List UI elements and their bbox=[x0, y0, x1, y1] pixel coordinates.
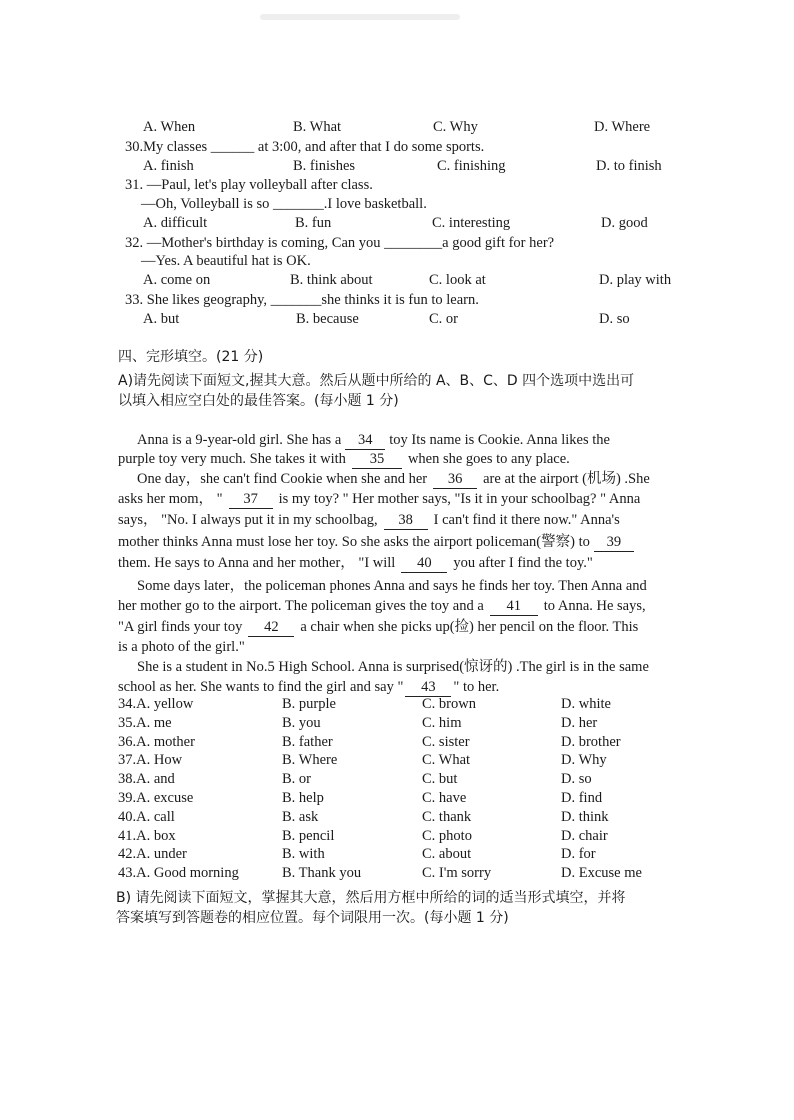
q31-stem: 31. —Paul, let's play volleyball after class. bbox=[125, 177, 373, 193]
option-c: C. Why bbox=[433, 119, 478, 135]
option-b: B. with bbox=[282, 846, 325, 863]
option-b: B. because bbox=[296, 311, 359, 327]
option-a: 39.A. excuse bbox=[118, 790, 194, 806]
option-c: C. finishing bbox=[437, 158, 506, 174]
option-b: B. What bbox=[293, 119, 342, 135]
passage-line: asks her mom， " 37 is my toy? " Her mother says, "Is it in your schoolbag? " Anna bbox=[118, 491, 641, 507]
option-a: A. difficult bbox=[143, 215, 208, 231]
option-d: D. her bbox=[561, 714, 598, 731]
passage-line: them. He says to Anna and her mother， "I will 40 you after I find the toy." bbox=[118, 555, 593, 571]
blank-41[interactable]: 41 bbox=[490, 597, 538, 616]
option-b: B. purple bbox=[282, 696, 336, 712]
blank-34[interactable]: 34 bbox=[345, 431, 385, 450]
option-a: A. come on bbox=[143, 272, 211, 288]
option-a: 42.A. under bbox=[118, 846, 187, 863]
option-row bbox=[0, 845, 794, 863]
blank-39[interactable]: 39 bbox=[594, 533, 634, 552]
q32-stem: 32. —Mother's birthday is coming, Can you ________a good gift for her? bbox=[125, 235, 555, 251]
option-b: B. ask bbox=[282, 808, 319, 825]
scan-smudge bbox=[260, 14, 460, 20]
option-a: 36.A. mother bbox=[118, 733, 195, 750]
option-a: 41.A. box bbox=[118, 827, 176, 844]
part-a-instructions-1: A)请先阅读下面短文,握其大意。然后从题中所给的 A、B、C、D 四个选项中选出可 bbox=[118, 373, 635, 389]
option-b: B. finishes bbox=[293, 158, 356, 174]
passage-line: her mother go to the airport. The policeman gives the toy and a 41 to Anna. He says, bbox=[118, 598, 646, 614]
option-d: D. Where bbox=[594, 119, 651, 135]
option-b: B. father bbox=[282, 733, 333, 750]
option-c: C. interesting bbox=[432, 215, 511, 231]
option-a: A. finish bbox=[143, 158, 194, 174]
blank-40[interactable]: 40 bbox=[401, 554, 447, 573]
passage-line: mother thinks Anna must lose her toy. So she asks the airport policeman(警察) to 39 bbox=[118, 533, 638, 552]
option-c: C. have bbox=[422, 790, 467, 806]
passage-line: One day，she can't find Cookie when she and her 36 are at the airport (机场) .She bbox=[137, 471, 650, 487]
option-a: 37.A. How bbox=[118, 752, 183, 769]
option-d: D. chair bbox=[561, 827, 608, 844]
q30-options bbox=[0, 157, 794, 175]
option-c: C. sister bbox=[422, 733, 470, 750]
q32-stem2: —Yes. A beautiful hat is OK. bbox=[141, 253, 311, 269]
section-title: 四、完形填空。(21 分) bbox=[118, 349, 264, 365]
option-row bbox=[0, 827, 794, 845]
option-a: 34.A. yellow bbox=[118, 696, 194, 712]
q32-options bbox=[0, 271, 794, 289]
option-row bbox=[0, 751, 794, 769]
q31-options bbox=[0, 214, 794, 232]
blank-38[interactable]: 38 bbox=[384, 511, 428, 530]
part-a-instructions-2: 以填入相应空白处的最佳答案。(每小题 1 分) bbox=[118, 393, 399, 409]
option-d: D. good bbox=[601, 215, 648, 231]
option-c: C. What bbox=[422, 752, 471, 769]
option-row bbox=[0, 733, 794, 751]
option-c: C. thank bbox=[422, 808, 472, 825]
option-b: B. Thank you bbox=[282, 865, 362, 882]
option-c: C. look at bbox=[429, 272, 486, 288]
passage-line: purple toy very much. She takes it with 35 when she goes to any place. bbox=[118, 451, 570, 467]
option-a: 35.A. me bbox=[118, 714, 172, 731]
part-b-instructions-1: B) 请先阅读下面短文，掌握其大意，然后用方框中所给的词的适当形式填空，并将 bbox=[116, 890, 626, 906]
option-b: B. fun bbox=[295, 215, 332, 231]
option-d: D. Excuse me bbox=[561, 865, 642, 882]
option-a: 43.A. Good morning bbox=[118, 865, 239, 882]
option-b: B. or bbox=[282, 771, 311, 788]
option-c: C. about bbox=[422, 846, 472, 863]
option-row bbox=[0, 695, 794, 713]
q33-stem: 33. She likes geography, _______she thinks it is fun to learn. bbox=[125, 292, 479, 308]
option-d: D. brother bbox=[561, 733, 621, 750]
option-row bbox=[0, 808, 794, 826]
prev-question-options bbox=[0, 118, 794, 136]
passage-line: school as her. She wants to find the girl and say " 43 " to her. bbox=[118, 679, 500, 695]
blank-35[interactable]: 35 bbox=[352, 450, 402, 469]
option-b: B. pencil bbox=[282, 827, 335, 844]
option-c: C. him bbox=[422, 714, 462, 731]
q30-stem: 30.My classes ______ at 3:00, and after that I do some sports. bbox=[125, 139, 485, 155]
blank-43[interactable]: 43 bbox=[405, 678, 451, 697]
option-row bbox=[0, 714, 794, 732]
option-d: D. play with bbox=[599, 272, 672, 288]
option-d: D. so bbox=[561, 771, 592, 788]
passage-line: Anna is a 9-year-old girl. She has a 34 toy Its name is Cookie. Anna likes the bbox=[137, 432, 610, 448]
option-a: A. When bbox=[143, 119, 196, 135]
option-b: B. Where bbox=[282, 752, 338, 769]
part-b-instructions-2: 答案填写到答题卷的相应位置。每个词限用一次。(每小题 1 分) bbox=[116, 910, 509, 926]
option-a: 40.A. call bbox=[118, 808, 175, 825]
option-d: D. Why bbox=[561, 752, 607, 769]
option-d: D. think bbox=[561, 808, 609, 825]
q31-stem2: —Oh, Volleyball is so _______.I love basketball. bbox=[141, 196, 427, 212]
blank-42[interactable]: 42 bbox=[248, 618, 294, 637]
option-d: D. white bbox=[561, 696, 611, 712]
passage-line: "A girl finds your toy 42 a chair when she picks up(捡) her pencil on the floor. This bbox=[118, 619, 639, 635]
q33-options bbox=[0, 310, 794, 328]
passage-line: She is a student in No.5 High School. Anna is surprised(惊讶的) .The girl is in the same bbox=[137, 659, 649, 675]
option-b: B. you bbox=[282, 714, 321, 731]
passage-line: Some days later，the policeman phones Anna and says he finds her toy. Then Anna and bbox=[137, 578, 647, 594]
blank-36[interactable]: 36 bbox=[433, 470, 477, 489]
option-a: 38.A. and bbox=[118, 771, 175, 788]
option-a: A. but bbox=[143, 311, 180, 327]
option-d: D. so bbox=[599, 311, 630, 327]
option-c: C. brown bbox=[422, 696, 476, 712]
option-d: D. to finish bbox=[596, 158, 662, 174]
option-c: C. or bbox=[429, 311, 458, 327]
option-c: C. I'm sorry bbox=[422, 865, 492, 882]
option-d: D. find bbox=[561, 790, 603, 806]
option-b: B. think about bbox=[290, 272, 373, 288]
option-c: C. photo bbox=[422, 827, 472, 844]
passage-line: says， "No. I always put it in my schoolbag, 38 I can't find it there now." Anna's bbox=[118, 512, 620, 528]
option-b: B. help bbox=[282, 790, 324, 806]
option-row bbox=[0, 770, 794, 788]
option-row bbox=[0, 789, 794, 807]
blank-37[interactable]: 37 bbox=[229, 490, 273, 509]
passage-line: is a photo of the girl." bbox=[118, 639, 245, 655]
option-d: D. for bbox=[561, 846, 596, 863]
option-row bbox=[0, 864, 794, 882]
option-c: C. but bbox=[422, 771, 458, 788]
